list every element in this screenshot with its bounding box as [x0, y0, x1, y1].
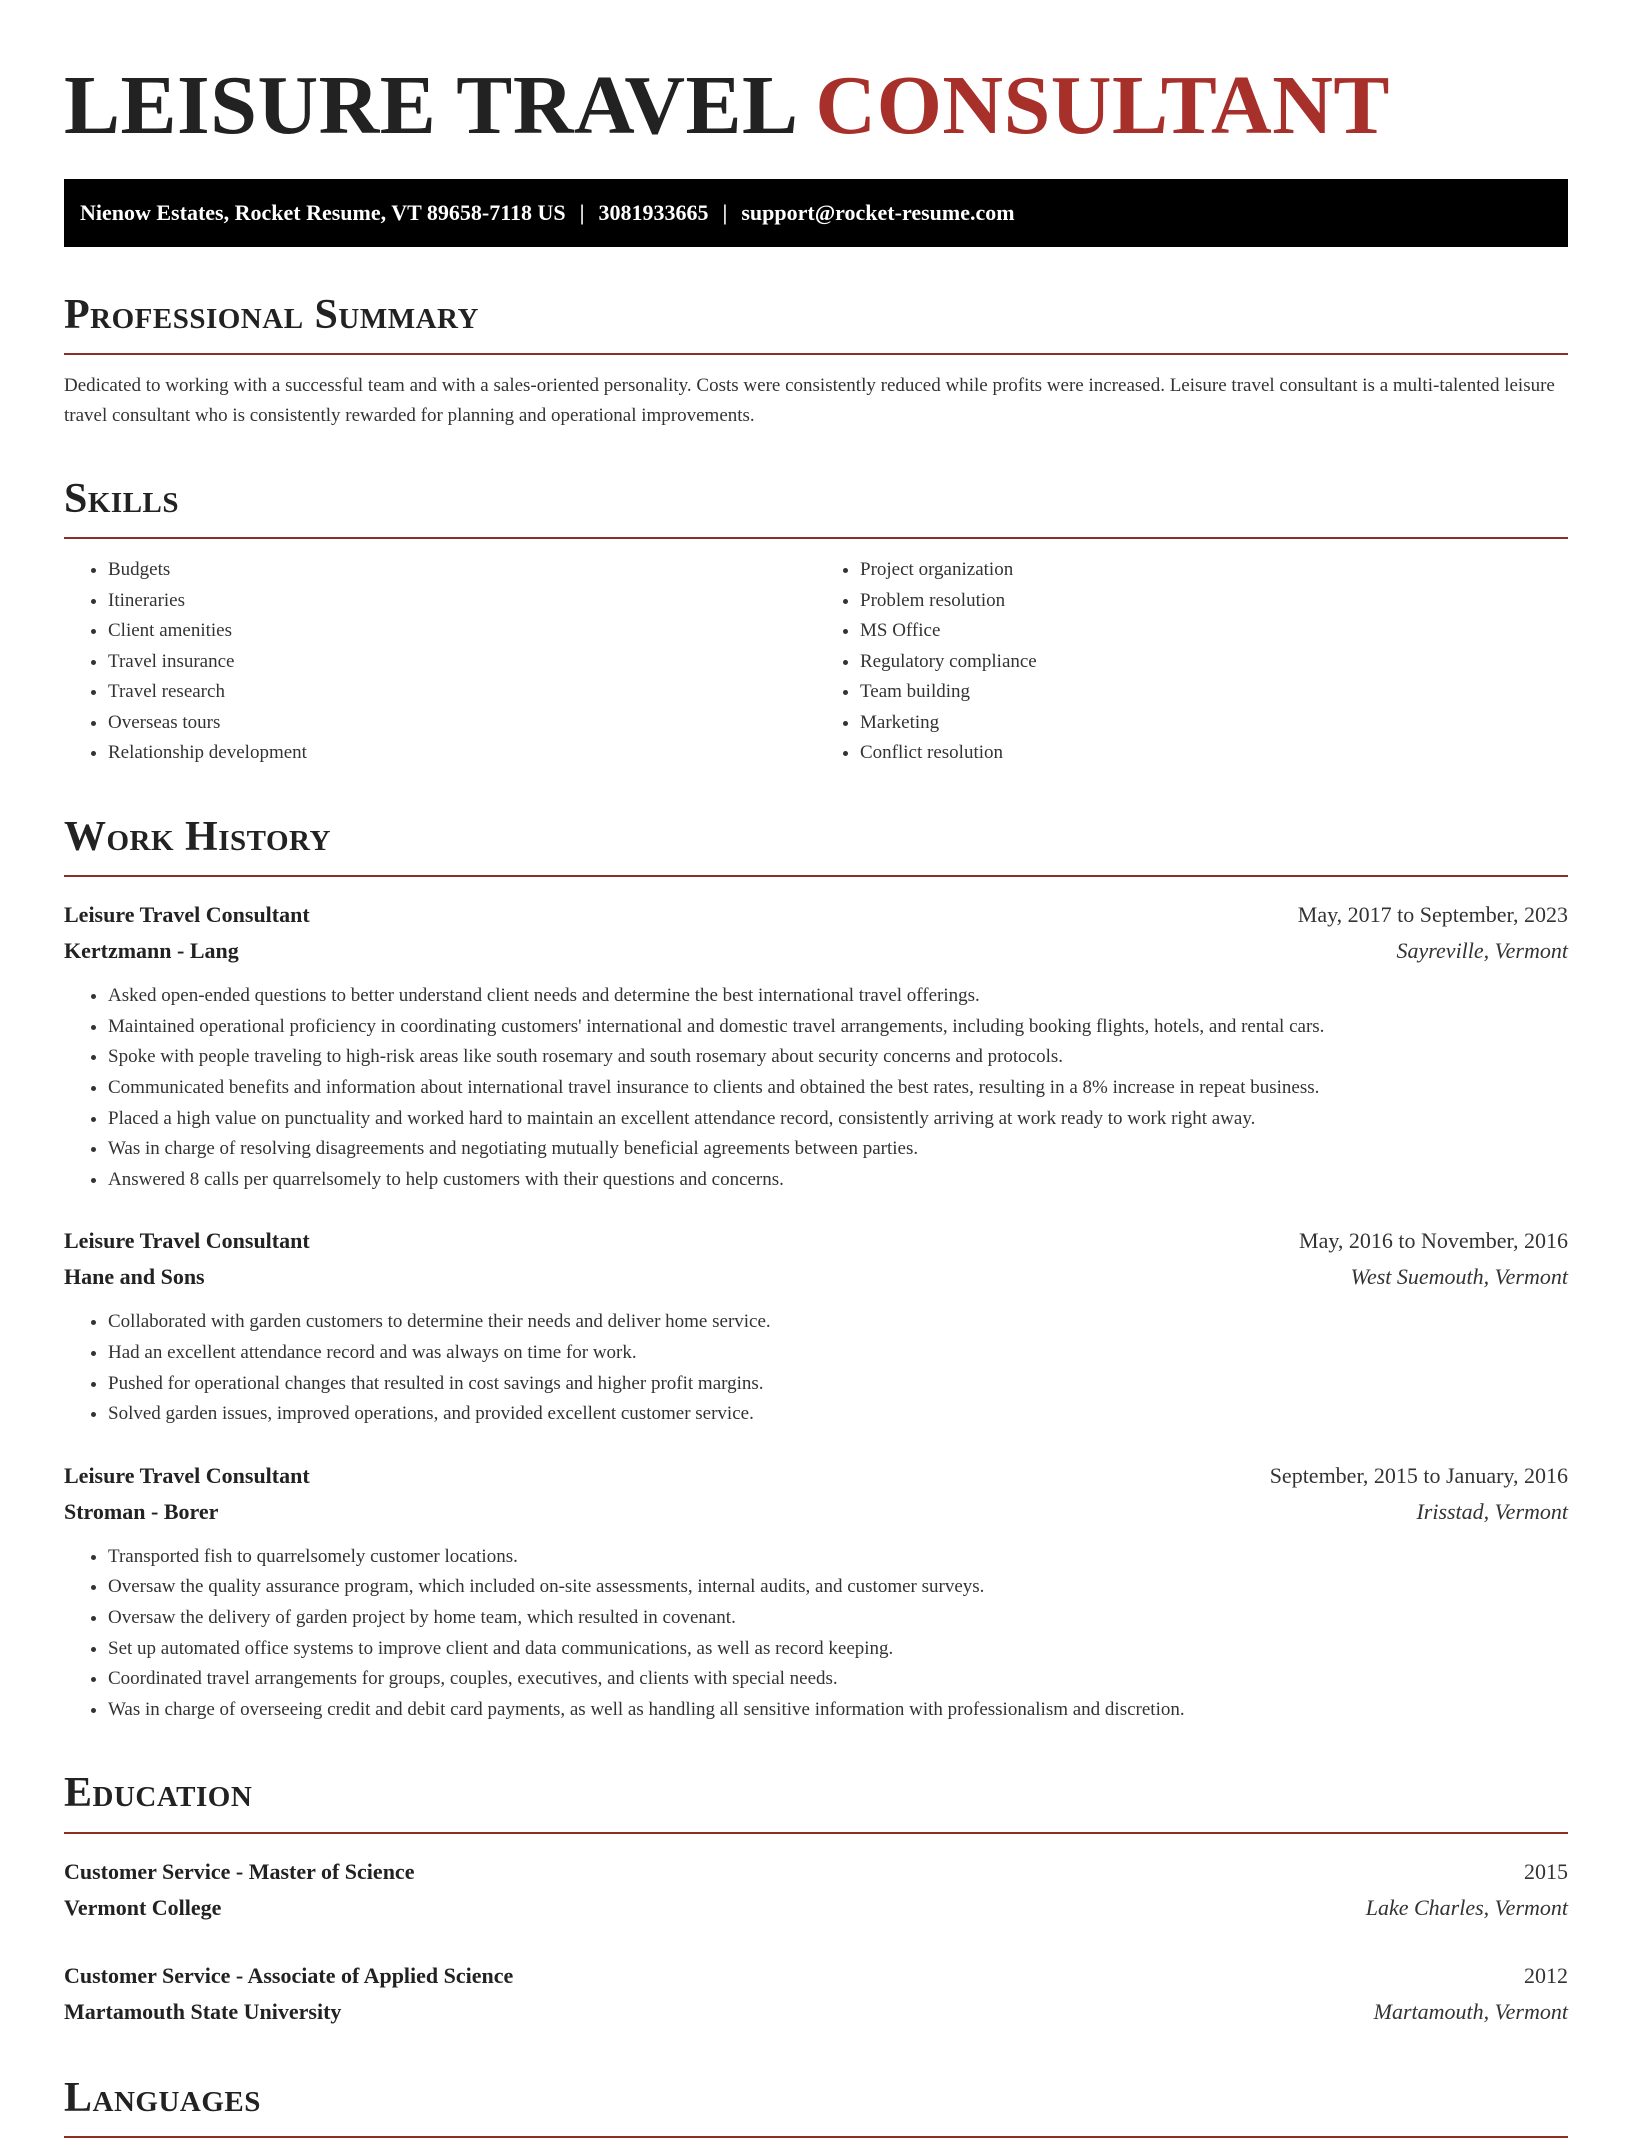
skill-item: • Marketing [860, 708, 1568, 739]
job-bullets [64, 981, 1568, 1195]
education-degree: Customer Service - Associate of Applied Science [64, 1962, 514, 1988]
section-divider [64, 1832, 1568, 1834]
job-role: Leisure Travel Consultant [64, 1228, 310, 1254]
job-entry [64, 1223, 1568, 1429]
education-school-row [64, 1890, 1568, 1926]
job-bullet: • Had an excellent attendance record and was always on time for work. [108, 1338, 1568, 1369]
section-divider [64, 537, 1568, 539]
job-company-row [64, 933, 1568, 969]
education-location: Lake Charles, Vermont [1365, 1894, 1568, 1920]
education-school: Martamouth State University [64, 1998, 342, 2024]
job-company-row [64, 1494, 1568, 1530]
skill-item: • Team building [860, 677, 1568, 708]
work-section [64, 813, 1568, 1725]
jobs-list [64, 897, 1568, 1725]
title-last: CONSULTANT [815, 59, 1390, 152]
job-location: Irisstad, Vermont [1416, 1498, 1568, 1524]
job-bullet: • Was in charge of resolving disagreements and negotiating mutually beneficial agreements between parties. [108, 1134, 1568, 1165]
job-bullet: • Coordinated travel arrangements for groups, couples, executives, and clients with special needs. [108, 1664, 1568, 1695]
summary-heading: Professional Summary [64, 291, 479, 338]
job-entry [64, 897, 1568, 1195]
title-first: LEISURE TRAVEL [64, 59, 794, 152]
skill-item: • Travel insurance [108, 647, 816, 678]
skill-item: • Travel research [108, 677, 816, 708]
job-bullets [64, 1542, 1568, 1726]
skill-item: • Project organization [860, 555, 1568, 586]
section-divider [64, 875, 1568, 877]
job-role: Leisure Travel Consultant [64, 1462, 310, 1488]
job-bullet: • Communicated benefits and information about international travel insurance to clients and obtained the best rates, resulting in a 8% increase in repeat business. [108, 1073, 1568, 1104]
contact-email[interactable]: support@rocket-resume.com [741, 199, 1015, 225]
skills-list-right [816, 555, 1568, 769]
contact-bar [64, 179, 1568, 247]
job-bullet: • Maintained operational proficiency in coordinating customers' international and domestic travel arrangements, including booking flights, hotels, and rental cars. [108, 1012, 1568, 1043]
skill-item: • MS Office [860, 616, 1568, 647]
job-company: Stroman - Borer [64, 1498, 219, 1524]
skills-heading: Skills [64, 476, 180, 523]
skills-section [64, 475, 1568, 769]
work-heading: Work History [64, 813, 331, 860]
job-bullet: • Spoke with people traveling to high-risk areas like south rosemary and south rosemary about security concerns and protocols. [108, 1042, 1568, 1073]
education-school-row [64, 1994, 1568, 2030]
section-divider [64, 353, 1568, 355]
job-bullet: • Oversaw the delivery of garden project by home team, which resulted in covenant. [108, 1603, 1568, 1634]
job-location: Sayreville, Vermont [1396, 938, 1568, 964]
job-entry [64, 1458, 1568, 1726]
skill-item: • Relationship development [108, 738, 816, 769]
skill-item: • Overseas tours [108, 708, 816, 739]
job-company: Kertzmann - Lang [64, 938, 239, 964]
education-list [64, 1854, 1568, 2030]
job-dates: September, 2015 to January, 2016 [1269, 1462, 1568, 1488]
education-section [64, 1769, 1568, 2029]
education-year: 2012 [1524, 1962, 1568, 1988]
education-location: Martamouth, Vermont [1373, 1998, 1568, 2024]
job-bullet: • Set up automated office systems to improve client and data communications, as well as record keeping. [108, 1634, 1568, 1665]
job-header-row [64, 1458, 1568, 1494]
job-bullet: • Oversaw the quality assurance program, which included on-site assessments, internal audits, and customer surveys. [108, 1572, 1568, 1603]
job-location: West Suemouth, Vermont [1350, 1264, 1568, 1290]
education-degree: Customer Service - Master of Science [64, 1858, 415, 1884]
education-heading: Education [64, 1770, 253, 1817]
job-bullet: • Asked open-ended questions to better understand client needs and determine the best international travel offerings. [108, 981, 1568, 1012]
job-bullet: • Was in charge of overseeing credit and debit card payments, as well as handling all sensitive information with professionalism and discretion. [108, 1695, 1568, 1726]
skill-item: • Itineraries [108, 586, 816, 617]
job-header-row [64, 897, 1568, 933]
education-header-row [64, 1854, 1568, 1890]
job-role: Leisure Travel Consultant [64, 902, 310, 928]
contact-separator: | [722, 199, 728, 225]
skills-columns [64, 555, 1568, 769]
job-bullet: • Pushed for operational changes that resulted in cost savings and higher profit margins. [108, 1369, 1568, 1400]
summary-section [64, 291, 1568, 431]
education-header-row [64, 1958, 1568, 1994]
skill-item: • Problem resolution [860, 586, 1568, 617]
skills-list-left [64, 555, 816, 769]
education-school: Vermont College [64, 1894, 222, 1920]
languages-section [64, 2074, 1568, 2138]
skill-item: • Client amenities [108, 616, 816, 647]
job-bullet: • Solved garden issues, improved operations, and provided excellent customer service. [108, 1399, 1568, 1430]
skill-item: • Conflict resolution [860, 738, 1568, 769]
summary-text: Dedicated to working with a successful team and with a sales-oriented personality. Costs were consistently reduced while profits were increased. Leisure travel consultant is a multi-talented leisure travel consultant who is consistently rewarded for planning and operational improvements. [64, 375, 1555, 427]
job-bullet: • Placed a high value on punctuality and worked hard to maintain an excellent attendance record, consistently arriving at work ready to work right away. [108, 1104, 1568, 1135]
education-entry [64, 1854, 1568, 1926]
contact-phone: 3081933665 [598, 199, 709, 225]
job-company-row [64, 1259, 1568, 1295]
languages-heading: Languages [64, 2074, 261, 2121]
job-header-row [64, 1223, 1568, 1259]
contact-address: Nienow Estates, Rocket Resume, VT 89658-7118 US [80, 199, 566, 225]
job-bullet: • Transported fish to quarrelsomely customer locations. [108, 1542, 1568, 1573]
resume-title [64, 56, 1568, 157]
job-company: Hane and Sons [64, 1264, 205, 1290]
skill-item: • Budgets [108, 555, 816, 586]
contact-separator: | [579, 199, 585, 225]
job-dates: May, 2017 to September, 2023 [1297, 902, 1568, 928]
job-bullet: • Collaborated with garden customers to determine their needs and deliver home service. [108, 1307, 1568, 1338]
job-bullets [64, 1307, 1568, 1429]
skill-item: • Regulatory compliance [860, 647, 1568, 678]
job-dates: May, 2016 to November, 2016 [1299, 1228, 1568, 1254]
education-year: 2015 [1524, 1858, 1568, 1884]
education-entry [64, 1958, 1568, 2030]
job-bullet: • Answered 8 calls per quarrelsomely to help customers with their questions and concerns. [108, 1165, 1568, 1196]
